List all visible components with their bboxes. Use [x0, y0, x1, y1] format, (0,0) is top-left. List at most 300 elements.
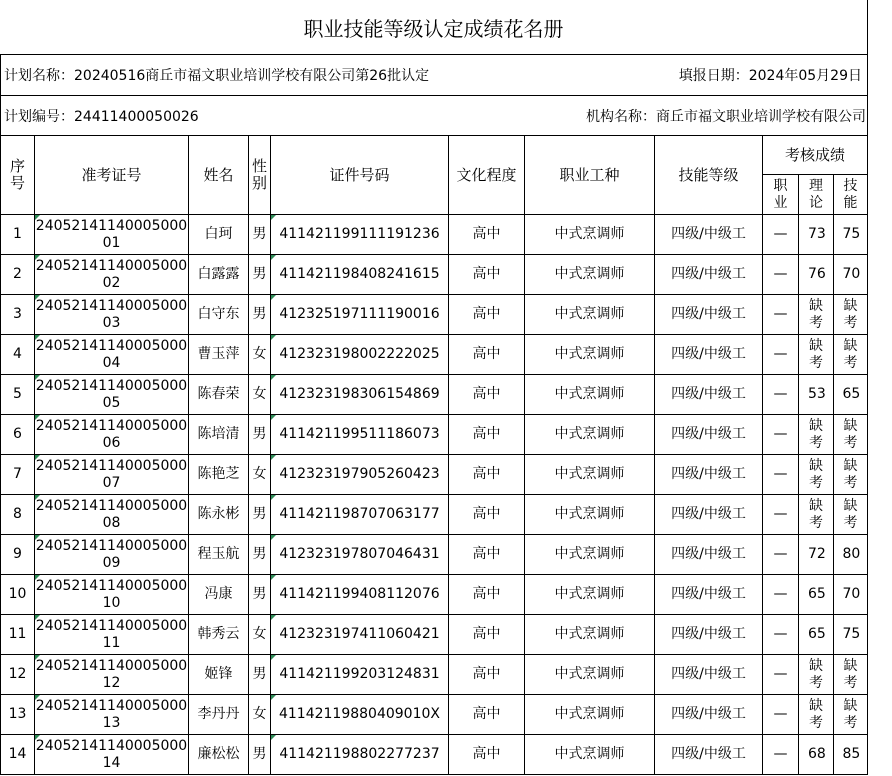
cell-score-occupation-text: — — [773, 226, 788, 242]
cell-level — [655, 575, 763, 615]
cell-comment-marker — [271, 655, 276, 660]
cell-score-occupation-text: — — [773, 546, 788, 562]
cell-comment-marker — [271, 375, 276, 380]
cell-level — [655, 295, 763, 335]
cell-comment-marker — [271, 215, 276, 220]
cell-name — [189, 215, 249, 255]
cell-gender — [249, 695, 271, 735]
cell-name-text: 冯康 — [204, 586, 233, 602]
header-seq — [1, 136, 35, 215]
cell-score-occupation-text: — — [773, 346, 788, 362]
cell-occupation-text: 中式烹调师 — [554, 746, 625, 762]
cell-education — [449, 295, 525, 335]
header-score-skill — [834, 175, 868, 215]
cell-comment-marker — [35, 495, 40, 500]
cell-comment-marker — [35, 335, 40, 340]
cell-gender-text: 男 — [252, 586, 267, 602]
header-seq-label: 序号 — [9, 157, 25, 192]
cell-cert-no-text: 2405214114000500002 — [35, 257, 188, 291]
cell-level-text: 四级/中级工 — [671, 266, 746, 282]
cell-education — [449, 335, 525, 375]
cell-seq-text: 2 — [13, 266, 22, 282]
cell-score-skill-text: 80 — [842, 546, 861, 562]
cell-level-text: 四级/中级工 — [671, 666, 746, 682]
cell-gender-text: 女 — [252, 386, 267, 402]
cell-score-theory — [799, 655, 834, 695]
cell-score-theory — [799, 335, 834, 375]
cell-level-text: 四级/中级工 — [671, 506, 746, 522]
plan-number: 计划编号：24411400050026 — [4, 108, 199, 125]
cell-score-theory-text: 65 — [808, 586, 826, 602]
cell-id-no — [271, 575, 449, 615]
cell-score-skill-text: 70 — [842, 586, 861, 602]
cell-occupation-text: 中式烹调师 — [554, 706, 625, 722]
table-row — [1, 415, 868, 455]
cell-id-no-text: 412323198002222025 — [279, 346, 440, 362]
cell-id-no — [271, 295, 449, 335]
cell-id-no-text: 411421199511186073 — [279, 426, 440, 442]
cell-gender-text: 男 — [252, 426, 267, 442]
cell-gender-text: 男 — [252, 306, 267, 322]
cell-score-skill-text: 70 — [842, 266, 861, 282]
cell-cert-no-text: 2405214114000500012 — [35, 657, 188, 691]
cell-education — [449, 255, 525, 295]
cell-gender-text: 男 — [252, 746, 267, 762]
cell-name — [189, 455, 249, 495]
cell-gender-text: 男 — [252, 546, 267, 562]
cell-seq — [1, 215, 35, 255]
cell-score-occupation — [763, 655, 799, 695]
divider — [867, 54, 868, 136]
cell-comment-marker — [35, 615, 40, 620]
cell-id-no — [271, 375, 449, 415]
cell-level-text: 四级/中级工 — [671, 546, 746, 562]
cell-score-skill — [834, 735, 868, 775]
cell-education — [449, 695, 525, 735]
cell-score-skill-text: 65 — [842, 386, 861, 402]
cell-id-no-text: 411421198408241615 — [279, 266, 440, 282]
cell-cert-no-text: 2405214114000500014 — [35, 737, 188, 771]
cell-comment-marker — [271, 255, 276, 260]
cell-name — [189, 655, 249, 695]
cell-occupation-text: 中式烹调师 — [554, 586, 625, 602]
cell-name-text: 白珂 — [204, 226, 233, 242]
cell-occupation — [525, 295, 655, 335]
cell-education — [449, 415, 525, 455]
cell-level-text: 四级/中级工 — [671, 626, 746, 642]
cell-id-no — [271, 495, 449, 535]
cell-score-occupation — [763, 255, 799, 295]
cell-seq-text: 4 — [13, 346, 22, 362]
cell-cert-no-text: 2405214114000500007 — [35, 457, 188, 491]
cell-occupation-text: 中式烹调师 — [554, 666, 625, 682]
cell-gender-text: 男 — [252, 226, 267, 242]
table-row — [1, 655, 868, 695]
cell-score-skill — [834, 575, 868, 615]
cell-education-text: 高中 — [472, 426, 501, 442]
cell-id-no-text: 412323198306154869 — [279, 386, 440, 402]
table-row — [1, 375, 868, 415]
cell-id-no — [271, 455, 449, 495]
cell-occupation-text: 中式烹调师 — [554, 466, 625, 482]
cell-score-theory — [799, 455, 834, 495]
header-gender — [249, 136, 271, 215]
cell-name — [189, 535, 249, 575]
cell-score-theory-text: 缺考 — [809, 697, 823, 731]
cell-occupation — [525, 415, 655, 455]
cell-cert-no-text: 2405214114000500010 — [35, 577, 188, 611]
cell-comment-marker — [35, 415, 40, 420]
cell-level — [655, 415, 763, 455]
cell-education-text: 高中 — [472, 626, 501, 642]
cell-score-skill — [834, 255, 868, 295]
cell-comment-marker — [35, 215, 40, 220]
cell-name-text: 陈培清 — [197, 426, 240, 442]
cell-occupation — [525, 375, 655, 415]
cell-score-theory — [799, 495, 834, 535]
cell-comment-marker — [271, 615, 276, 620]
cell-name — [189, 295, 249, 335]
cell-gender — [249, 415, 271, 455]
cell-gender — [249, 215, 271, 255]
plan-name: 计划名称：20240516商丘市福文职业培训学校有限公司第26批认定 — [4, 68, 430, 84]
table-row — [1, 695, 868, 735]
table-row — [1, 495, 868, 535]
cell-score-occupation-text: — — [773, 746, 788, 762]
cell-cert-no — [35, 415, 189, 455]
cell-level-text: 四级/中级工 — [671, 346, 746, 362]
cell-score-skill — [834, 215, 868, 255]
cell-score-skill — [834, 415, 868, 455]
cell-cert-no — [35, 255, 189, 295]
cell-seq — [1, 575, 35, 615]
table-row — [1, 455, 868, 495]
report-date: 填报日期：2024年05月29日 — [678, 68, 862, 84]
cell-score-occupation-text: — — [773, 386, 788, 402]
cell-id-no-text: 412325197111190016 — [279, 306, 440, 322]
cell-gender — [249, 615, 271, 655]
cell-score-skill — [834, 495, 868, 535]
cell-occupation-text: 中式烹调师 — [554, 506, 625, 522]
cell-seq — [1, 695, 35, 735]
cell-gender — [249, 495, 271, 535]
cell-name-text: 曹玉萍 — [197, 346, 240, 362]
cell-cert-no — [35, 735, 189, 775]
cell-gender-text: 男 — [252, 506, 267, 522]
cell-cert-no-text: 2405214114000500011 — [35, 617, 188, 651]
cell-score-occupation-text: — — [773, 426, 788, 442]
cell-occupation-text: 中式烹调师 — [554, 426, 625, 442]
cell-level — [655, 695, 763, 735]
cell-score-skill-text: 缺考 — [843, 657, 858, 691]
cell-comment-marker — [271, 695, 276, 700]
cell-name — [189, 615, 249, 655]
cell-seq — [1, 255, 35, 295]
cell-education-text: 高中 — [472, 346, 501, 362]
cell-name-text: 廉松松 — [197, 746, 240, 762]
table-row — [1, 575, 868, 615]
cell-id-no — [271, 255, 449, 295]
cell-gender-text: 女 — [252, 706, 267, 722]
cell-id-no — [271, 415, 449, 455]
cell-seq-text: 6 — [13, 426, 22, 442]
cell-seq — [1, 415, 35, 455]
cell-occupation — [525, 575, 655, 615]
header-score-occupation — [763, 175, 799, 215]
cell-level — [655, 655, 763, 695]
cell-id-no-text: 412323197905260423 — [279, 466, 440, 482]
cell-occupation-text: 中式烹调师 — [554, 626, 625, 642]
table-row — [1, 295, 868, 335]
cell-score-occupation — [763, 455, 799, 495]
cell-score-theory — [799, 255, 834, 295]
cell-seq-text: 10 — [8, 586, 27, 602]
cell-education-text: 高中 — [472, 266, 501, 282]
cell-seq-text: 7 — [13, 466, 22, 482]
cell-comment-marker — [35, 575, 40, 580]
cell-occupation-text: 中式烹调师 — [554, 386, 625, 402]
cell-score-theory — [799, 735, 834, 775]
cell-score-theory-text: 缺考 — [809, 657, 823, 691]
cell-seq — [1, 295, 35, 335]
cell-id-no — [271, 615, 449, 655]
header-scores: 考核成绩 — [763, 136, 868, 175]
cell-gender — [249, 455, 271, 495]
header-score-occupation-label: 职业 — [773, 177, 788, 211]
cell-comment-marker — [35, 255, 40, 260]
cell-seq-text: 12 — [8, 666, 27, 682]
cell-gender — [249, 255, 271, 295]
cell-occupation-text: 中式烹调师 — [554, 306, 625, 322]
cell-seq-text: 13 — [8, 706, 27, 722]
cell-education — [449, 495, 525, 535]
cell-seq-text: 11 — [8, 626, 27, 642]
cell-cert-no — [35, 495, 189, 535]
cell-score-skill-text: 缺考 — [843, 337, 858, 371]
cell-education-text: 高中 — [472, 226, 501, 242]
cell-education — [449, 455, 525, 495]
cell-comment-marker — [35, 655, 40, 660]
cell-education-text: 高中 — [472, 706, 501, 722]
cell-id-no-text: 411421199111191236 — [279, 226, 440, 242]
cell-seq — [1, 455, 35, 495]
cell-education-text: 高中 — [472, 506, 501, 522]
cell-score-occupation — [763, 735, 799, 775]
cell-seq-text: 9 — [13, 546, 22, 562]
cell-cert-no-text: 2405214114000500006 — [35, 417, 188, 451]
cell-name — [189, 695, 249, 735]
cell-education — [449, 535, 525, 575]
cell-cert-no — [35, 335, 189, 375]
cell-score-occupation — [763, 695, 799, 735]
header-name: 姓名 — [189, 136, 249, 215]
cell-id-no — [271, 655, 449, 695]
header-level: 技能等级 — [655, 136, 763, 215]
table-row — [1, 335, 868, 375]
cell-gender-text: 女 — [252, 466, 267, 482]
cell-id-no-text: 41142119880409010X — [278, 706, 440, 722]
cell-level-text: 四级/中级工 — [671, 426, 746, 442]
cell-comment-marker — [271, 455, 276, 460]
cell-education — [449, 215, 525, 255]
cell-score-theory — [799, 295, 834, 335]
table-row — [1, 215, 868, 255]
score-roster-table — [0, 135, 868, 775]
cell-name — [189, 735, 249, 775]
cell-gender — [249, 335, 271, 375]
cell-id-no — [271, 695, 449, 735]
cell-seq — [1, 335, 35, 375]
cell-score-theory-text: 缺考 — [809, 457, 823, 491]
cell-id-no-text: 412323197411060421 — [279, 626, 440, 642]
cell-education — [449, 375, 525, 415]
cell-cert-no-text: 2405214114000500005 — [35, 377, 188, 411]
cell-gender-text: 女 — [252, 626, 267, 642]
cell-score-theory — [799, 695, 834, 735]
cell-score-skill-text: 75 — [842, 226, 861, 242]
cell-occupation-text: 中式烹调师 — [554, 266, 625, 282]
cell-occupation — [525, 215, 655, 255]
cell-name — [189, 575, 249, 615]
cell-score-occupation-text: — — [773, 706, 788, 722]
cell-seq — [1, 375, 35, 415]
cell-score-occupation — [763, 215, 799, 255]
cell-score-skill — [834, 375, 868, 415]
roster-title: 职业技能等级认定成绩花名册 — [0, 0, 868, 54]
cell-level-text: 四级/中级工 — [671, 586, 746, 602]
cell-score-skill — [834, 455, 868, 495]
cell-score-occupation — [763, 415, 799, 455]
cell-education-text: 高中 — [472, 666, 501, 682]
cell-score-occupation-text: — — [773, 266, 788, 282]
cell-score-theory-text: 缺考 — [809, 497, 823, 531]
cell-score-theory-text: 53 — [808, 386, 826, 402]
cell-id-no — [271, 535, 449, 575]
cell-education-text: 高中 — [472, 386, 501, 402]
cell-seq-text: 1 — [13, 226, 22, 242]
cell-comment-marker — [271, 535, 276, 540]
cell-score-theory-text: 76 — [808, 266, 826, 282]
cell-seq — [1, 535, 35, 575]
header-occupation: 职业工种 — [525, 136, 655, 215]
cell-occupation-text: 中式烹调师 — [554, 346, 625, 362]
cell-level-text: 四级/中级工 — [671, 386, 746, 402]
cell-seq-text: 5 — [13, 386, 22, 402]
cell-id-no-text: 411421198802277237 — [279, 746, 440, 762]
cell-score-theory — [799, 415, 834, 455]
cell-occupation — [525, 335, 655, 375]
cell-comment-marker — [271, 335, 276, 340]
cell-occupation — [525, 655, 655, 695]
cell-gender — [249, 295, 271, 335]
cell-cert-no — [35, 375, 189, 415]
cell-score-skill-text: 缺考 — [843, 697, 858, 731]
header-id-no: 证件号码 — [271, 136, 449, 215]
cell-score-skill — [834, 615, 868, 655]
cell-occupation — [525, 695, 655, 735]
cell-cert-no — [35, 695, 189, 735]
header-score-skill-label: 技能 — [843, 177, 858, 211]
organization-name: 机构名称：商丘市福文职业培训学校有限公司 — [586, 108, 866, 125]
cell-score-theory-text: 缺考 — [809, 417, 823, 451]
table-row — [1, 535, 868, 575]
table-row — [1, 735, 868, 775]
cell-cert-no-text: 2405214114000500003 — [35, 297, 188, 331]
cell-name-text: 白露露 — [197, 266, 240, 282]
divider — [0, 54, 1, 136]
cell-cert-no — [35, 455, 189, 495]
cell-cert-no — [35, 295, 189, 335]
cell-cert-no-text: 2405214114000500001 — [35, 217, 188, 251]
cell-education-text: 高中 — [472, 466, 501, 482]
cell-comment-marker — [35, 535, 40, 540]
cell-cert-no-text: 2405214114000500004 — [35, 337, 188, 371]
cell-id-no-text: 412323197807046431 — [279, 546, 440, 562]
cell-seq-text: 3 — [13, 306, 22, 322]
cell-id-no-text: 411421199203124831 — [279, 666, 440, 682]
cell-comment-marker — [35, 695, 40, 700]
cell-score-theory-text: 72 — [808, 546, 826, 562]
cell-name-text: 李丹丹 — [197, 706, 240, 722]
cell-seq-text: 14 — [8, 746, 27, 762]
cell-score-occupation — [763, 495, 799, 535]
cell-comment-marker — [35, 735, 40, 740]
cell-comment-marker — [271, 735, 276, 740]
cell-level-text: 四级/中级工 — [671, 226, 746, 242]
cell-comment-marker — [271, 295, 276, 300]
cell-score-skill-text: 缺考 — [843, 297, 858, 331]
cell-comment-marker — [35, 455, 40, 460]
cell-id-no — [271, 735, 449, 775]
cell-score-occupation-text: — — [773, 466, 788, 482]
cell-education — [449, 655, 525, 695]
cell-gender — [249, 575, 271, 615]
cell-education-text: 高中 — [472, 746, 501, 762]
cell-level-text: 四级/中级工 — [671, 306, 746, 322]
cell-score-theory — [799, 375, 834, 415]
cell-score-occupation — [763, 335, 799, 375]
cell-level — [655, 495, 763, 535]
cell-score-theory — [799, 215, 834, 255]
cell-seq — [1, 735, 35, 775]
cell-occupation — [525, 615, 655, 655]
cell-level — [655, 375, 763, 415]
cell-score-occupation-text: — — [773, 666, 788, 682]
cell-gender-text: 女 — [252, 346, 267, 362]
cell-education-text: 高中 — [472, 586, 501, 602]
cell-score-skill — [834, 695, 868, 735]
cell-id-no-text: 411421198707063177 — [279, 506, 440, 522]
cell-score-skill — [834, 295, 868, 335]
cell-score-occupation-text: — — [773, 506, 788, 522]
cell-score-theory-text: 缺考 — [809, 297, 823, 331]
cell-education — [449, 575, 525, 615]
cell-occupation — [525, 255, 655, 295]
cell-level-text: 四级/中级工 — [671, 466, 746, 482]
cell-gender-text: 男 — [252, 666, 267, 682]
cell-gender-text: 男 — [252, 266, 267, 282]
cell-score-skill — [834, 335, 868, 375]
cell-score-skill — [834, 655, 868, 695]
cell-level — [655, 335, 763, 375]
cell-name-text: 韩秀云 — [197, 626, 240, 642]
cell-comment-marker — [271, 415, 276, 420]
cell-occupation-text: 中式烹调师 — [554, 546, 625, 562]
cell-score-skill-text: 缺考 — [843, 497, 858, 531]
cell-comment-marker — [35, 295, 40, 300]
cell-occupation — [525, 735, 655, 775]
header-gender-label: 性别 — [251, 157, 267, 192]
